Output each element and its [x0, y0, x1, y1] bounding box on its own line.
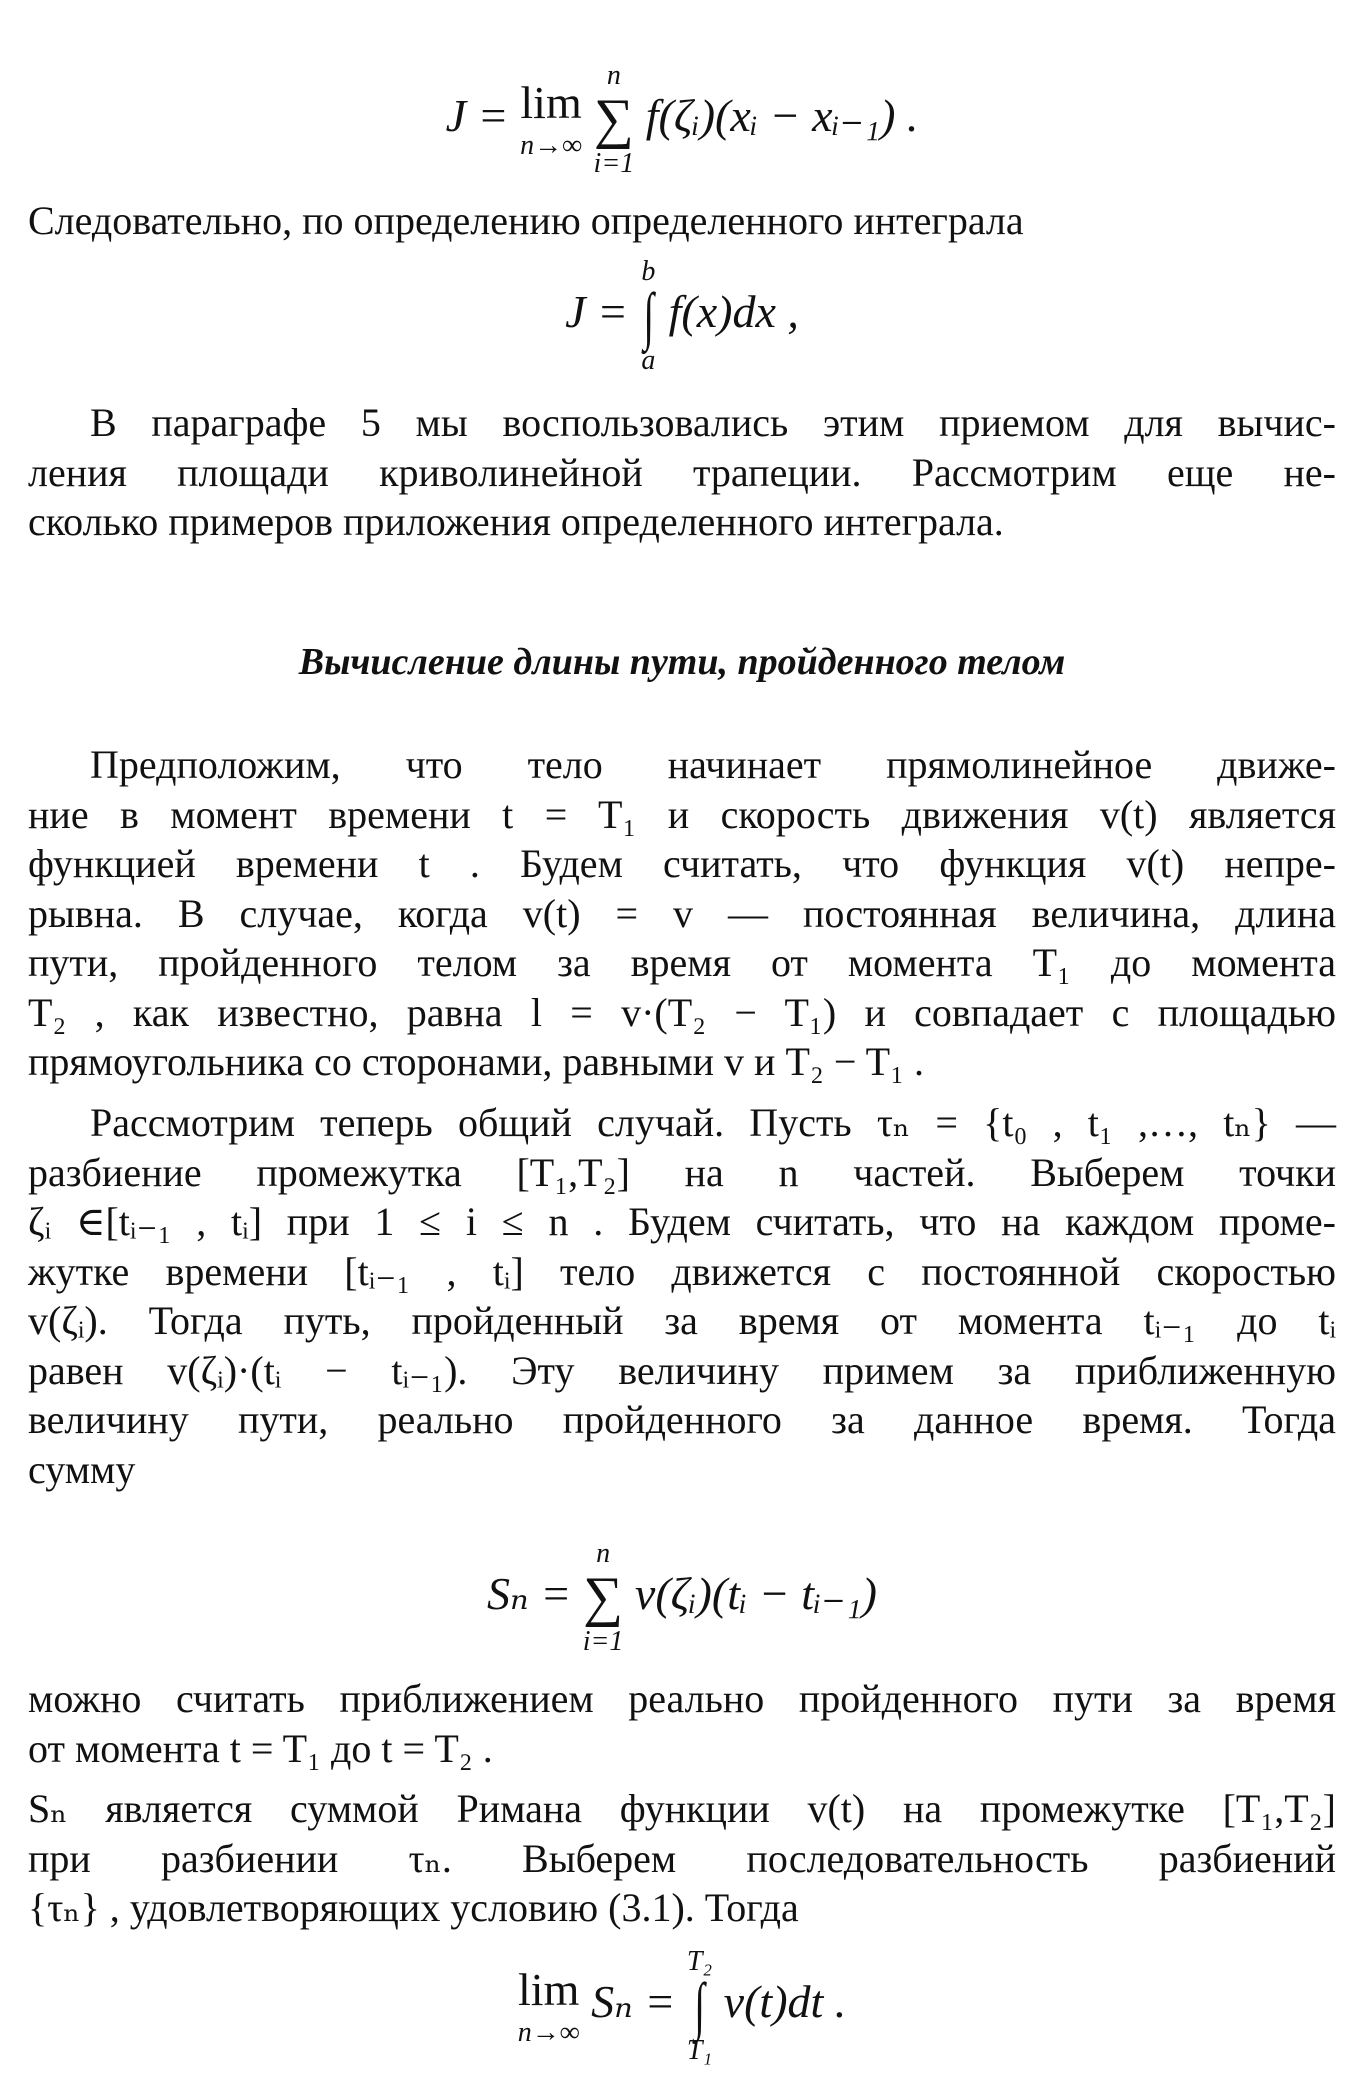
- limit-operator: [520, 77, 583, 162]
- sum-upper-bound: n: [606, 60, 621, 91]
- sum-Sn-lower-bound: i=1: [582, 1626, 624, 1658]
- integral-final-upper: T₂: [686, 1946, 713, 1977]
- formula-final-lhs: Sₙ =: [591, 1976, 676, 2028]
- paragraph-3: можно считать приближением реально пройденного пути за время от момента t = T₁ до t = T₂ .: [28, 1676, 1336, 1771]
- formula-J-limit: [28, 62, 1336, 178]
- formula-J-body: f(ζᵢ)(xᵢ − xᵢ₋₁) .: [645, 89, 919, 141]
- integral-operator: [640, 258, 658, 375]
- limit-subscript: n→∞: [520, 130, 583, 162]
- limit-subscript-final: n→∞: [517, 2016, 580, 2048]
- sigma-icon: ∑: [593, 88, 634, 150]
- limit-word: lim: [520, 77, 582, 129]
- formula-Sn: [28, 1540, 1336, 1656]
- integral-operator-final: [687, 1948, 712, 2065]
- formula-J-int-lhs: J =: [565, 286, 629, 338]
- integral-upper-limit: b: [641, 256, 656, 287]
- page: [28, 0, 1336, 2088]
- line-consequently: Следовательно, по определению определенного интеграла: [28, 198, 1024, 243]
- integral-icon: ∫: [694, 1970, 705, 2041]
- section-heading: Вычисление длины пути, пройденного телом: [298, 641, 1066, 683]
- limit-word-final: lim: [518, 1963, 580, 2015]
- paragraph-1: Предположим, что тело начинает прямолинейное движе- ние в момент времени t = T₁ и скорость движения v(t) является функцией времени t . Будем считать, что функция v(t) непре- рывна. В случае, когда v(t) = v — постоянная величина, длина пути, пройденного телом за время от момента T₁ до момента T₂ , как известно, равна l = v·(T₂ − T₁) и совпадает с площадью прямоугольника со сторонами, равными v и T₂ − T₁ .: [28, 742, 1336, 1084]
- limit-operator-final: [517, 1963, 580, 2048]
- formula-J-integral: [28, 258, 1336, 375]
- sigma-icon: ∑: [583, 1566, 624, 1628]
- sum-Sn-upper-bound: n: [596, 1538, 611, 1569]
- formula-limit-integral: [28, 1948, 1336, 2065]
- paragraph-2: Рассмотрим теперь общий случай. Пусть τₙ = {t₀ , t₁ ,…, tₙ} — разбиение промежутка [T₁,T₂] на n частей. Выберем точки ζᵢ ∈[tᵢ₋₁ , tᵢ] при 1 ≤ i ≤ n . Будем считать, что на каждом проме- жутке времени [tᵢ₋₁ , tᵢ] тело движется с постоянной скоростью v(ζᵢ). Тогда путь, пройденный за время от момента tᵢ₋₁ до tᵢ равен v(ζᵢ)·(tᵢ − tᵢ₋₁). Эту величину примем за приближенную величину пути, реально пройденного за данное время. Тогда сумму: [28, 1100, 1336, 1492]
- paragraph-4: Sₙ является суммой Римана функции v(t) на промежутке [T₁,T₂] при разбиении τₙ. Выберем последовательность разбиений {τₙ} , удовлетворяющих условию (3.1). Тогда: [28, 1786, 1336, 1930]
- formula-final-body: v(t)dt .: [723, 1976, 847, 2028]
- formula-J-lhs: J =: [445, 89, 509, 141]
- integral-lower-limit: a: [641, 345, 656, 377]
- formula-J-int-body: f(x)dx ,: [668, 286, 799, 338]
- integral-final-lower: T₁: [686, 2035, 713, 2067]
- formula-Sn-lhs: Sₙ =: [487, 1567, 572, 1619]
- sum-operator: [594, 62, 635, 178]
- sum-operator-Sn: [583, 1540, 624, 1656]
- integral-icon: ∫: [643, 280, 654, 351]
- sum-lower-bound: i=1: [593, 148, 635, 180]
- formula-Sn-body: v(ζᵢ)(tᵢ − tᵢ₋₁): [634, 1567, 877, 1619]
- paragraph-intro: В параграфе 5 мы воспользовались этим приемом для вычис- ления площади криволинейной трапеции. Рассмотрим еще не- сколько примеров приложения определенного интеграла.: [28, 400, 1336, 544]
